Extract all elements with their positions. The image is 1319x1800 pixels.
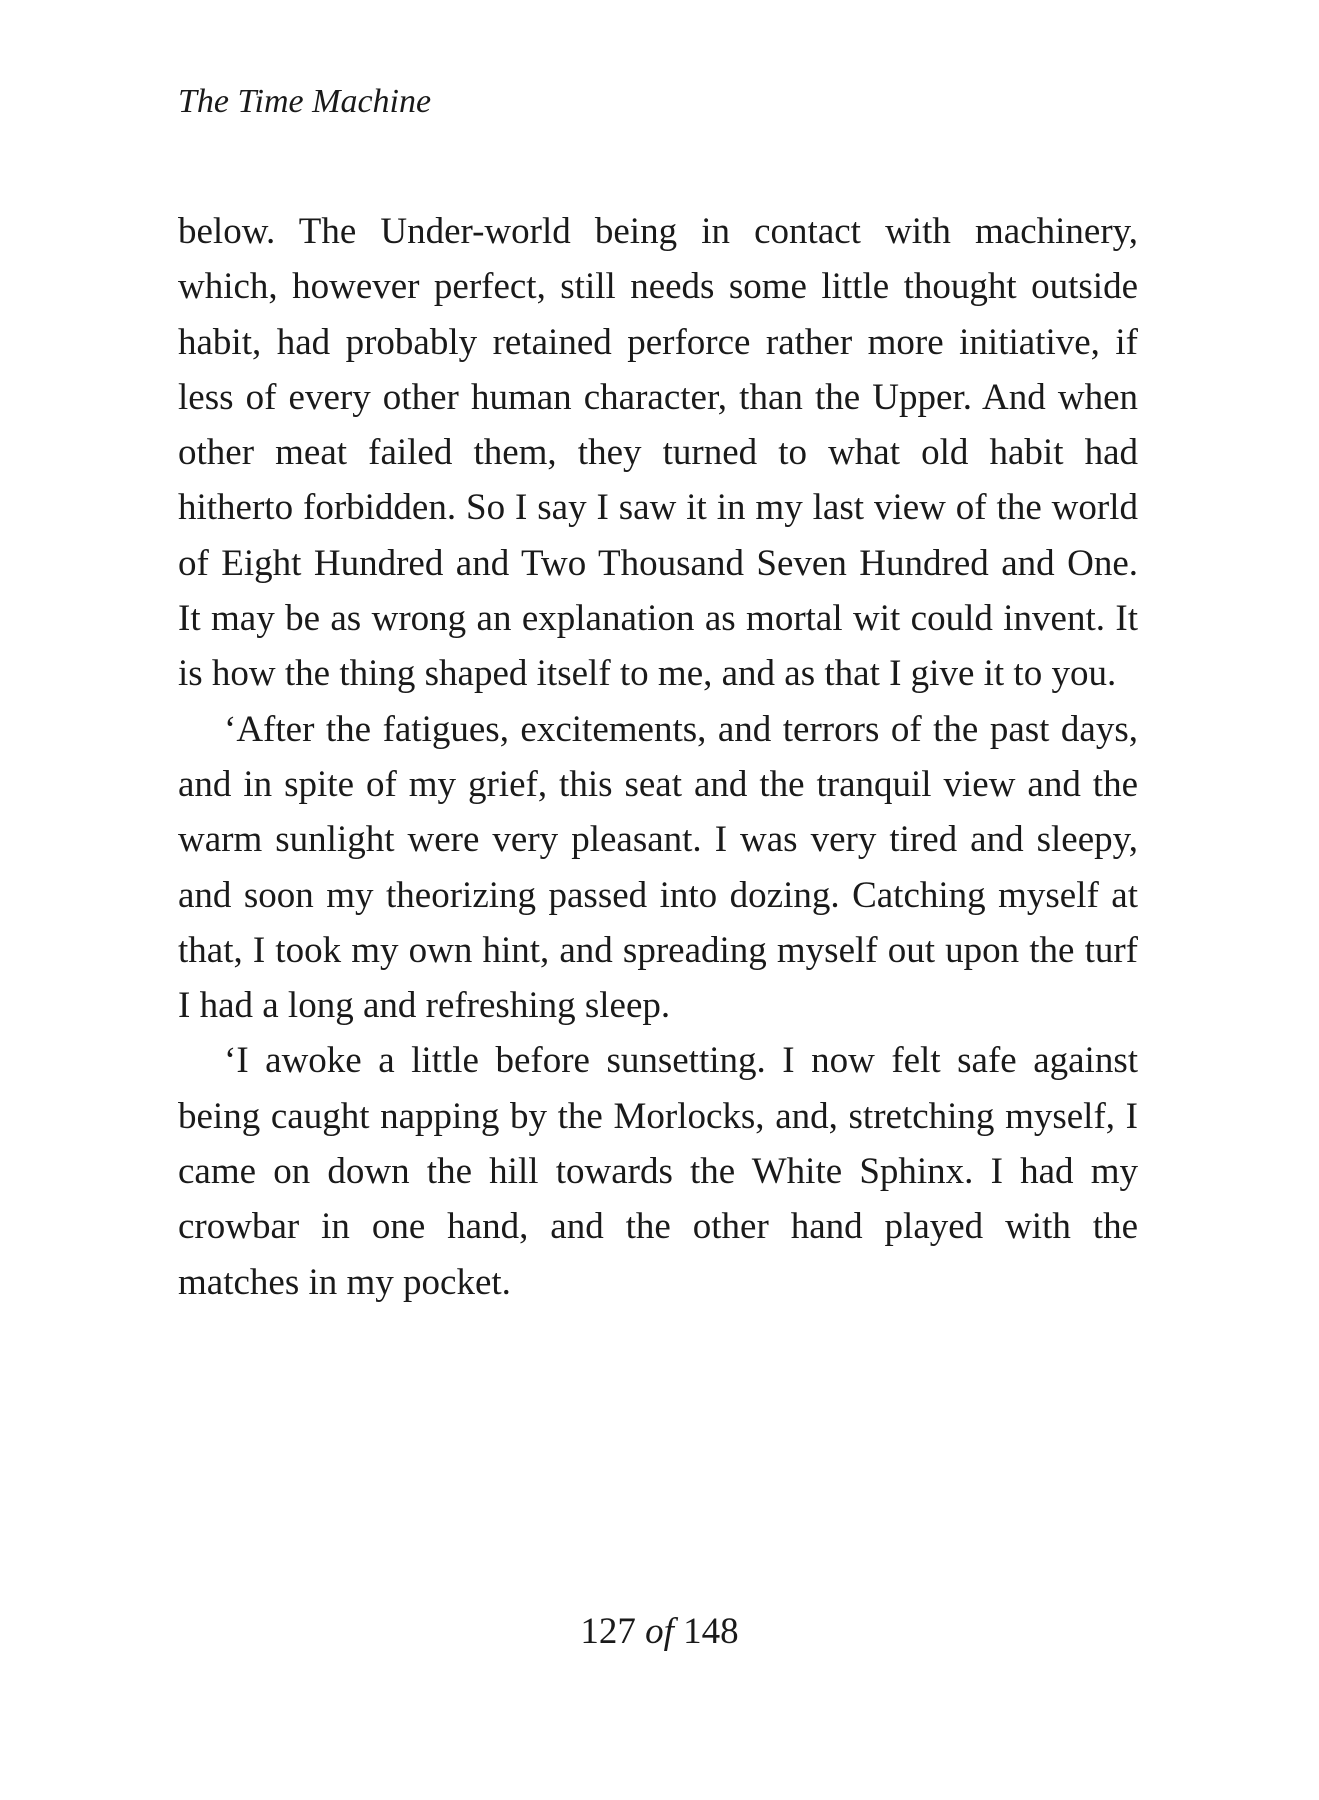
page-number (0, 1610, 1319, 1654)
paragraph-3: ‘I awoke a little before sunsetting. I now felt safe against being caught napping by the Morlocks, and, stretching myself, I came on down the hill towards the White Sphinx. I had my crowbar in one hand, and the other hand played with the matches in my pocket. (178, 1040, 1138, 1303)
running-head-title: The Time Machine (178, 83, 432, 120)
body-text (178, 204, 1138, 1310)
paragraph-2: ‘After the fatigues, excitements, and terrors of the past days, and in spite of my grief, this seat and the tranquil view and the warm sunlight were very pleasant. I was very tired and sleepy, and soon my theorizing passed into dozing. Catching myself at that, I took my own hint, and spreading myself out upon the turf I had a long and refreshing sleep. (178, 708, 1138, 1027)
paragraph-1: below. The Under-world being in contact with machinery, which, however perfect, still needs some little thought outside habit, had probably retained perforce rather more initiative, if less of every other human character, than the Upper. And when other meat failed them, they turned to what old habit had hitherto forbidden. So I say I saw it in my last view of the world of Eight Hundred and Two Thousand Seven Hundred and One. It may be as wrong an explanation as mortal wit could invent. It is how the thing shaped itself to me, and as that I give it to you. (178, 211, 1138, 695)
page-number-total: 148 (683, 1611, 739, 1652)
page-number-of: of (645, 1611, 674, 1652)
page-number-current: 127 (580, 1611, 636, 1652)
